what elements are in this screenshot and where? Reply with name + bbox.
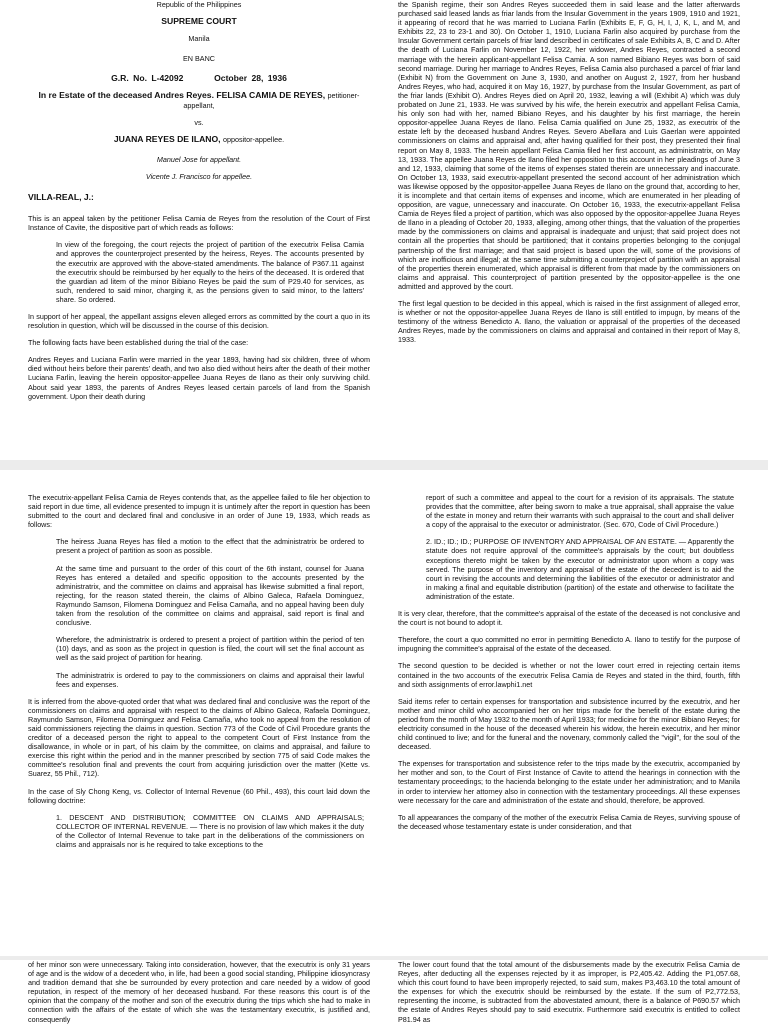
- paragraph: The expenses for transportation and subsistence refer to the trips made by the executrix, accompanied by her mother and son, to the Court of First Instance of Cavite to attend the hearings in connection with the testamentary proceedings; to the hacienda belonging to the estate under her administration; and to Manila in order to interview her attorney also in connection with the testamentary proceedings. All these expenses were necessary for the care and administration of the estate and should, therefore, be approved.: [398, 759, 740, 805]
- paragraph: Andres Reyes and Luciana Farlin were married in the year 1893, having had six children, three of whom died without heirs before their parents' death, and two also died without heirs after the death of their mother Luciana Farlin, leaving the herein oppositor-appellee Juana Reyes de Ilano as their only surviving child. About said year 1893, the parents of Andres Reyes leased certain parcels of land from the Spanish government. Upon their death during: [28, 355, 370, 401]
- court-city: Manila: [188, 34, 210, 44]
- page2-right-column: [398, 493, 740, 839]
- paragraph: The first legal question to be decided in this appeal, which is raised in the first assignment of alleged error, is whether or not the oppositor-appellee Juana Reyes de Ilano is still entitled to impugn, by means of the testimony of the witness Benedicto A. Ilano, the valuation or appraisal of the properties of the deceased Andres Reyes, made by the commissioners on claims and appraisal and contained in their report of May 8, 1933.: [398, 299, 740, 345]
- document-page-2: [0, 470, 768, 956]
- decision-date: October 28, 1936: [214, 73, 287, 84]
- block-quote: At the same time and pursuant to the order of this court of the 6th instant, counsel for Juana Reyes has entered a detailed and specific opposition to the accounts presented by the administratrix, and the committee on claims and appraisal has likewise submitted a final report, rejecting, for the reason stated therein, the claims of Albino Galeca, Rafaela Dominguez, Raymundo Samson, Filomena Dominguez and Felisa Camaña, and no appeal having been duly taken from the resolution of the committee on claims and appraisal, said report is final and conclusive.: [56, 563, 364, 628]
- paragraph: Said items refer to certain expenses for transportation and subsistence incurred by the executrix, and her mother and minor child who accompanied her on her trips made for the benefit of the estate during the period from the month of May 1932 to the month of April 1933; for medicine for the minor Bibiano Reyes; for electricity consumed in the house of the deceased wherein his widow, the herein executrix, and her minor child continued to live; and for the funeral and the novenary, commonly called the "vigil", for the soul of the deceased.: [398, 696, 740, 752]
- oppositor-name: JUANA REYES DE ILANO,: [113, 133, 221, 144]
- republic-header: Republic of the Philippines: [156, 0, 242, 9]
- paragraph: It is very clear, therefore, that the committee's appraisal of the estate of the deceased is not conclusive and the court is not bound to adopt it.: [398, 609, 740, 628]
- block-quote: 1. DESCENT AND DISTRIBUTION; COMMITTEE ON CLAIMS AND APPRAISALS; COLLECTOR OF INTERNAL REVENUE. — There is no provision of law which makes it the duty of the Collector of Internal Revenue to take part in the deliberations of the commissioners on claims and appraisals nor is he required to take exceptions to the: [56, 812, 364, 849]
- oppositor-line: [28, 135, 370, 144]
- paragraph: The second question to be decided is whether or not the lower court erred in rejecting certain items contained in the two accounts of the executrix Felisa Camia de Reyes and stated in the third, fourth, fifth and sixth assignments of error.lawphi1.net: [398, 661, 740, 689]
- block-quote: 2. ID.; ID.; ID.; PURPOSE OF INVENTORY AND APPRAISAL OF AN ESTATE. — Apparently the statute does not require approval of the committee's appraisals by the court; but doubtless exceptions thereto might be taken by the executor or administrator upon whom a copy was served. The purpose of the inventory and appraisal of the estate of the decedent is to aid the court in revising the accounts and determining the liabilities of the executor or administrator and in making a final and equitable distribution (partition) of the estate and otherwise to facilitate the administration of the estate.: [426, 537, 734, 601]
- court-name: SUPREME COURT: [161, 16, 237, 27]
- block-quote: Wherefore, the administratrix is ordered to present a project of partition within the period of ten (10) days, and as soon as the project in question is filed, the court will set the final account as well as the said project of partition for hearing.: [56, 635, 364, 663]
- division: EN BANC: [183, 54, 215, 64]
- paragraph: To all appearances the company of the mother of the executrix Felisa Camia de Reyes, surviving spouse of the deceased whose testamentary estate is under consideration, and that: [398, 812, 740, 831]
- paragraph: The executrix-appellant Felisa Camia de Reyes contends that, as the appellee failed to file her objection to said report in due time, all evidence presented to impugn it is untimely after the report in question has been submitted to the court and declared final and conclusive in an order of June 19, 1933, which reads as follows:: [28, 493, 370, 530]
- paragraph: In the case of Sly Chong Keng, vs. Collector of Internal Revenue (60 Phil., 493), this court laid down the following doctrine:: [28, 786, 370, 805]
- block-quote: The heiress Juana Reyes has filed a motion to the effect that the administratrix be ordered to present a project of partition as soon as possible.: [56, 537, 364, 556]
- document-page-1: [0, 0, 768, 458]
- paragraph: The lower court found that the total amount of the disbursements made by the executrix Felisa Camia de Reyes, after deducting all the expenses rejected by it as improper, is P2,405.42. Adding the P1,057.68, which this court found to have been improperly rejected, to said sum, makes P3,463.10 the total amount of the expenses for which the executrix should be reimbursed by the estate. If the sum of P2,772.53, representing the income, is subtracted from the abovestated amount, there is a balance of P690.57 which the estate of Andres Reyes should pay to said executrix. Furthermore said executrix is entitled to collect P81.94 as: [398, 960, 740, 1024]
- petitioner-role: petitioner-appellant,: [183, 91, 360, 110]
- paragraph: the Spanish regime, their son Andres Reyes succeeded them in said lease and the latter afterwards purchased said leased lands as friar lands from the Insular Government in the years 1909, 1910 and 1921, it appearing of record that he was married to Luciana Farlin (Exhibits E, F, G, H, I, J, K, L, and M, and Exhibits 22, 23 to 23-1 and 30). On October 1, 1910, Luciana Farlin also acquired by purchase from the Insular Government certain parcels of friar land described in certificates of sale Exhibits A, B, C and D. After the death of Luciana Farlin on November 12, 1922, her widower, Andres Reyes, contracted a second marriage with the herein applicant-appellant Felisa Camia. A son named Bibiano Reyes was born of said second marriage. During her marriage to Andres Reyes, Felisa Camia also purchased a parcel of friar land (Exhibit N) from the Government on June 3, 1930, and another on August 2, 1927, from her husband Andres Reyes, who had, acquired it on May 16, 1927, by purchase from the Insular Government, as part of the friar lands (Exhibit O). Andres Reyes died on April 20, 1932, leaving a will (Exhibit A) which was duly probated on June 21, 1933. He was survived by his wife, the herein executrix and appellant Felisa Camia, his only son had with her, named Bibiano Reyes, and his daughter by his first marriage, the herein oppositor-appellee Juana Reyes de Ilano. Felisa Camia qualified on June 25, 1932, as executrix of the estate left by the deceased husband Andres Reyes. Severo Abellara and Luis Gaerlan were appointed commissioners on claims and appraisal and, after having qualified for their post, they presented their final report on May 8, 1933. The herein appellant Felisa Camia filed her first account, as administratrix, on May 13, 1933. The appellee Juana Reyes de Ilano filed her opposition to this account in her pleadings of June 3 and 12, 1933, claiming that some of the items of expenses stated therein are unnecessary and inaccurate. On October 13, 1933, said executrix-appellant presented the second account of her administration which was likewise opposed by the oppositor-appellee Juana Reyes de Ilano on the ground that, according to her, it is incomplete and that certain items of expenses and income, which are enumerated in her pleading of opposition, are vague, unnecessary and inaccurate. On October 16, 1933, the executrix-appellant Felisa Camia de Reyes filed a project of partition, which was also opposed by the oppositor-appellee Juana Reyes de Ilano in a pleading of October 20, 1933, alleging, among other things, that the valuation of the properties made by the commissioners on claims and appraisal is inadequate and unjust; that said project does not contain all the properties that should be partitioned; that it contains properties belonging to the conjugal partnership of the first marriage; and that said project is based upon the will, some of the provisions of which are inofficious and illegal; at the same time submitting a counterproject of partition with an appraisal of the properties therein enumerated, which appraisal is different from that made by the commissioners on claims and appraisal. This counterproject of partition presented by the oppositor-appellee is the one admitted and approved by the court.: [398, 0, 741, 291]
- versus: vs.: [194, 117, 204, 127]
- oppositor-role: oppositor-appellee.: [222, 134, 285, 144]
- block-quote: report of such a committee and appeal to the court for a revision of its appraisals. The statute provides that the committee, after being sworn to make a true appraisal, shall appraise the value of the estate in money and return their warrants with such appraisal to the court and shall deliver a copy of the appraisal to the executor or administrator. (Sec. 670, Code of Civil Procedure.): [426, 493, 734, 530]
- counsel-appellant: Manuel Jose for appellant.: [156, 154, 242, 164]
- case-title: [28, 91, 370, 109]
- document-page-3: [0, 960, 768, 1024]
- paragraph: Therefore, the court a quo committed no error in permitting Benedicto A. Ilano to testify for the purpose of impugning the committee's appraisal of the estate of the deceased.: [398, 635, 740, 654]
- petitioner-name: FELISA CAMIA DE REYES,: [216, 90, 326, 101]
- page3-right-column: [398, 960, 740, 1032]
- paragraph: It is inferred from the above-quoted order that what was declared final and conclusive was the report of the commissioners on claims and appraisal with respect to the claims of Albino Galeca, Rafaela Dominguez, Raymundo Samson, Filomena Dominguez and Felisa Camaña, who took no appeal from the resolution of said commissioners rejecting the claims in question. Section 773 of the Code of Civil Procedure grants the creditor of a deceased person the right to appeal to the competent Court of First Instance from the disallowance, in whole or in part, of his claim by the committee, on claims and appraisal, and failure to exercise this right within the period and in the manner prescribed by section 775 of said Code makes the committee's resolution final and prevents the court from acquiring jurisdiction over the matter (Kette vs. Suarez, 55 Phil., 712).: [28, 696, 370, 779]
- paragraph: The following facts have been established during the trial of the case:: [28, 338, 249, 348]
- case-number-line: [28, 74, 370, 83]
- counsel-appellee: Vicente J. Francisco for appellee.: [145, 171, 253, 181]
- page1-right-column: [398, 0, 740, 352]
- block-quote: The administratrix is ordered to pay to the commissioners on claims and appraisal their lawful fees and expenses.: [56, 670, 364, 689]
- page1-left-column: [28, 0, 370, 409]
- block-quote: In view of the foregoing, the court rejects the project of partition of the executrix Felisa Camia and approves the counterproject presented by the heiress, Reyes. The accounts presented by the executrix are approved with the above-stated amendments. The balance of P367.11 against the executrix should be reimbursed by her equally to the heirs of the deceased. It is ordered that the guardian ad litem of the minor Bibiano Reyes be paid the sum of P29.40 for services, as such, rendered to said minor, charging it, as the pensions given to said minor, to the latters' share. So ordered.: [56, 240, 364, 304]
- paragraph: This is an appeal taken by the petitioner Felisa Camia de Reyes from the resolution of the Court of First Instance of Cavite, the dispositive part of which reads as follows:: [28, 214, 370, 233]
- page3-left-column: [28, 960, 370, 1032]
- gr-number: G.R. No. L-42092: [111, 73, 184, 84]
- paragraph: of her minor son were unnecessary. Taking into consideration, however, that the executrix is only 31 years of age and is the widow of a decedent who, in life, had been a good social standing, Philippine idiosyncrasy and tradition demand that she be surrounded by every protection and care needed by a widow of good reputation, in respect of the memory of her deceased husband. For these reasons this court is of the opinion that the company of the mother and son of the executrix during the trips which she had to make in connection with the affairs of the estate of which she was the testamentary executrix, is justified and, consequently: [28, 960, 370, 1024]
- ponente: VILLA-REAL, J.:: [28, 192, 94, 203]
- paragraph: In support of her appeal, the appellant assigns eleven alleged errors as committed by the court a quo in its resolution in question, which will be discussed in the course of this decision.: [28, 311, 370, 331]
- page-separator: [0, 460, 768, 470]
- page2-left-column: [28, 493, 370, 857]
- case-caption: In re Estate of the deceased Andres Reyes.: [38, 90, 214, 101]
